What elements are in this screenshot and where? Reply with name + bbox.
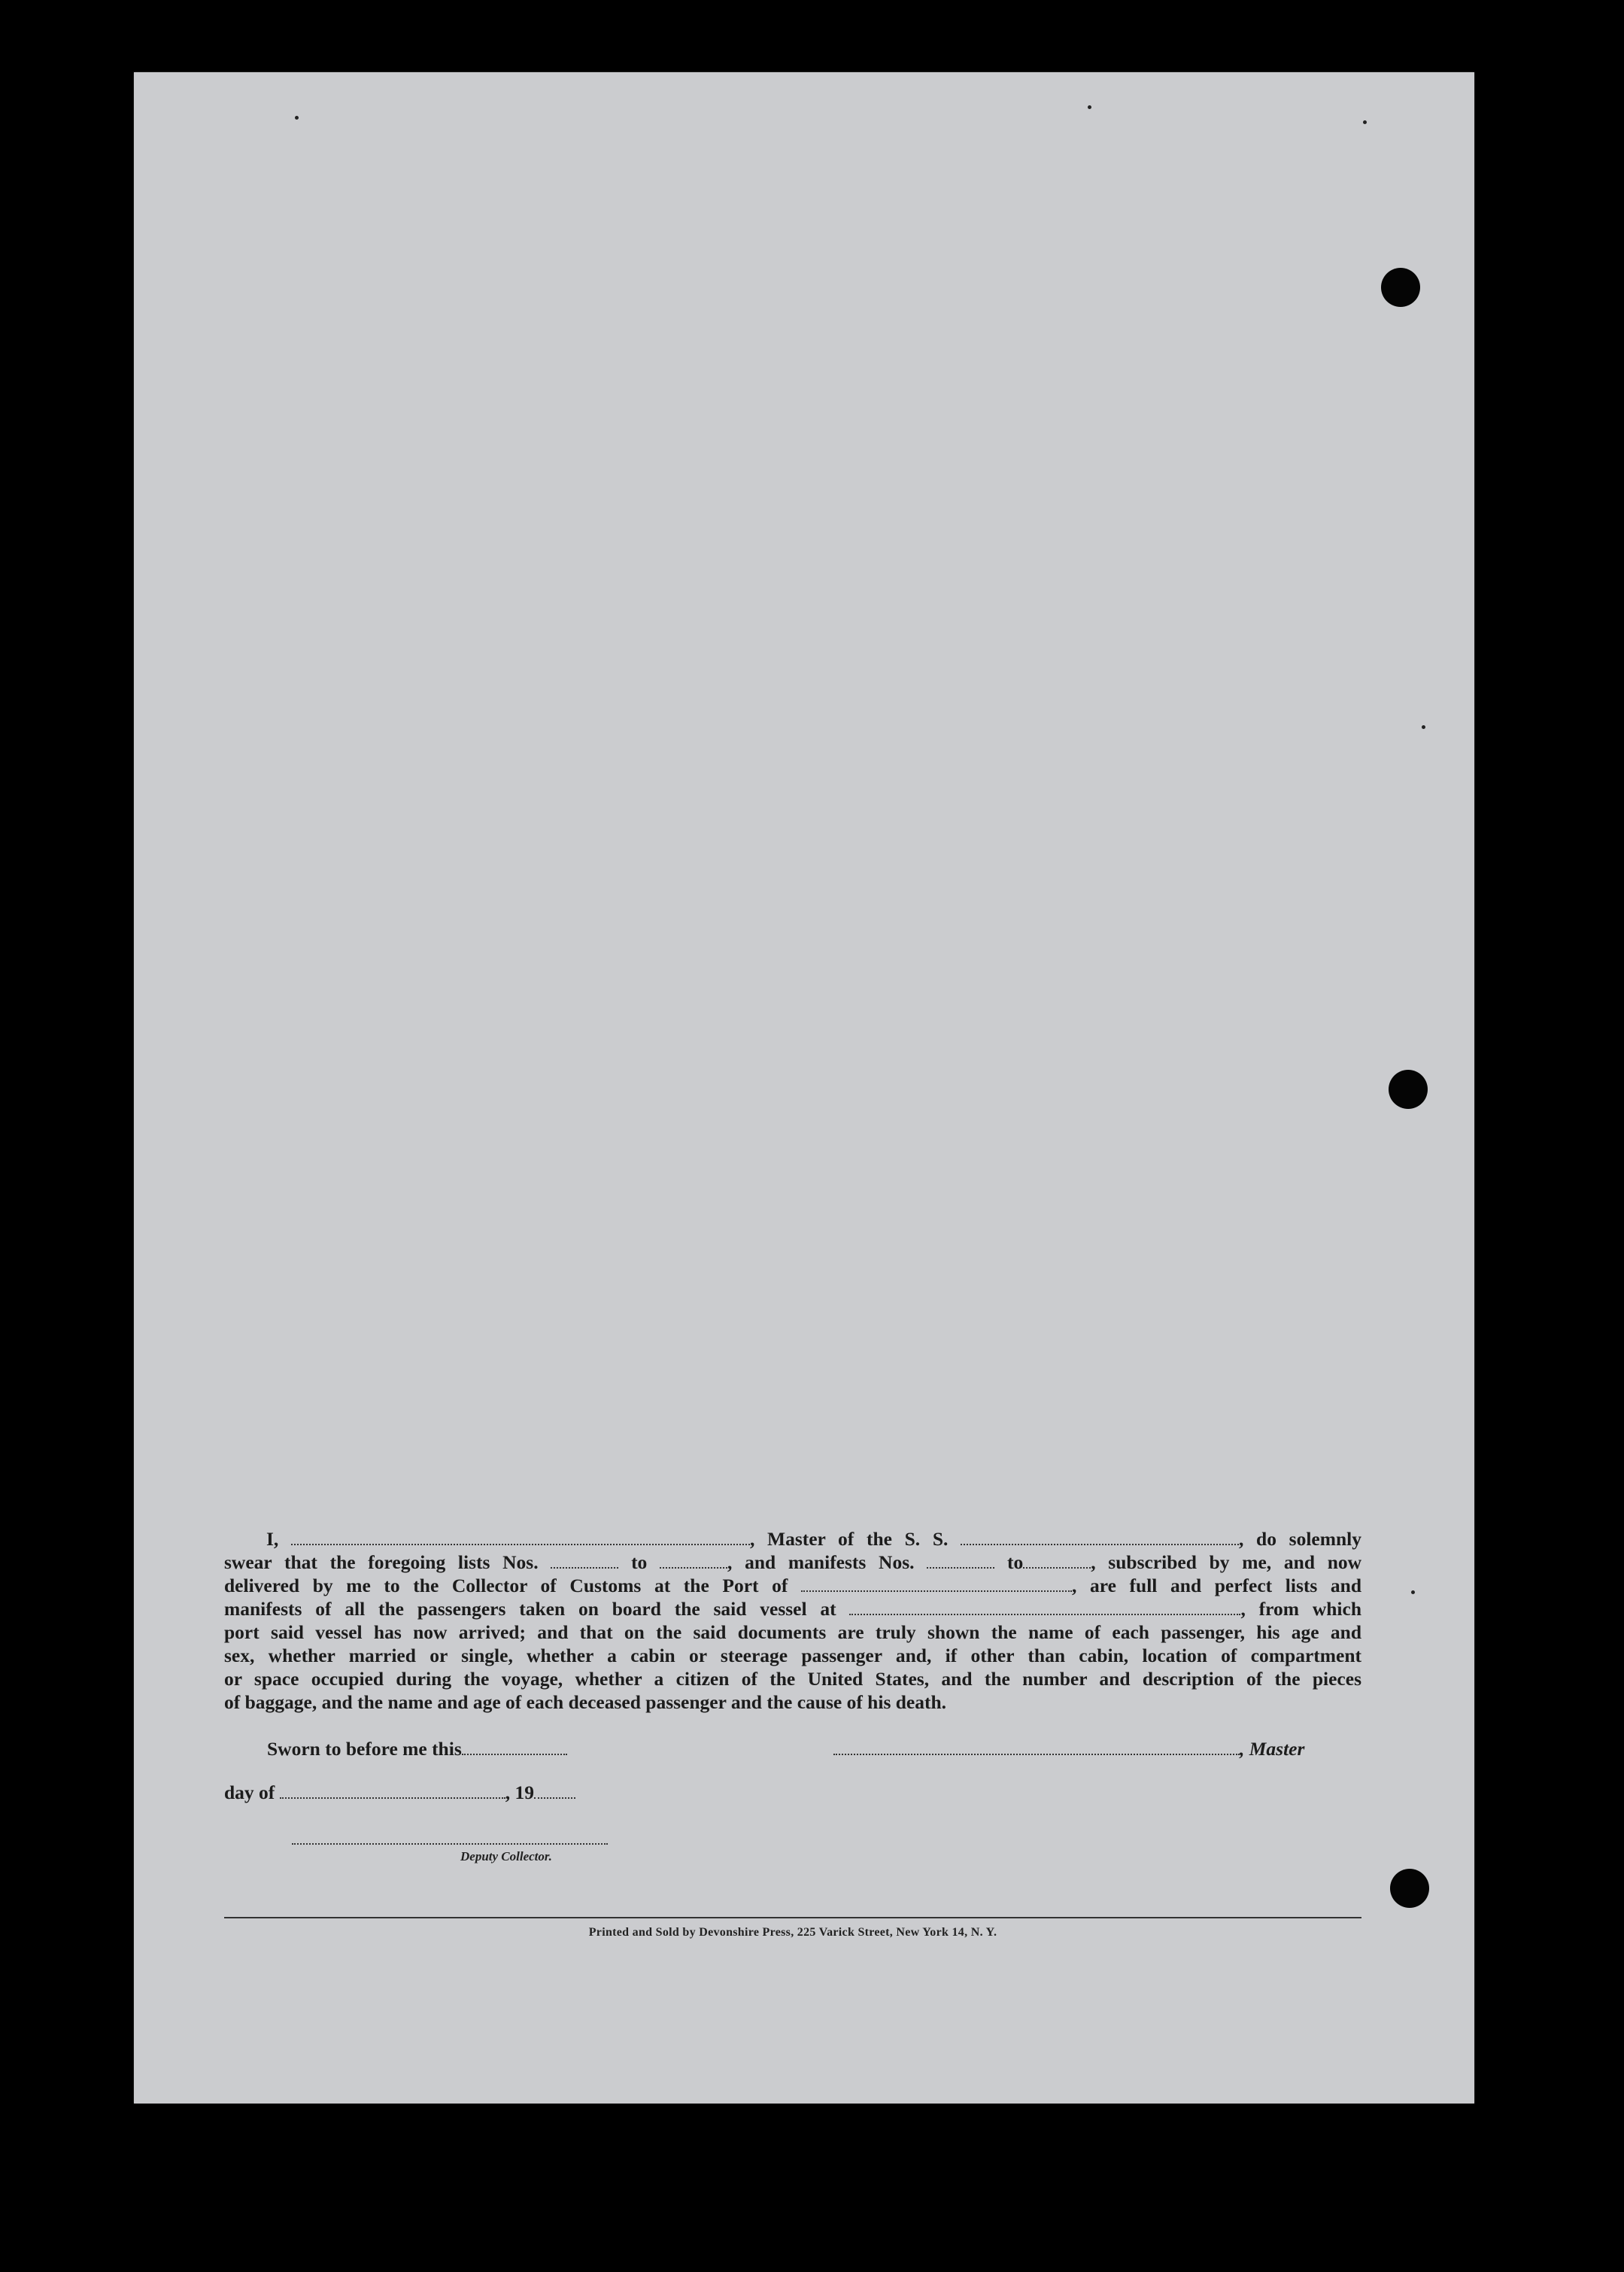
- oath-text: or space occupied during the voyage, whether a citizen of the United States, and the number and description of the pieces: [224, 1668, 1361, 1690]
- speck: [1363, 120, 1367, 124]
- oath-text: , subscribed by me, and now: [1091, 1551, 1362, 1573]
- day-row: [224, 1781, 575, 1804]
- ship-name-field[interactable]: [961, 1529, 1239, 1545]
- port-field[interactable]: [801, 1575, 1072, 1592]
- departure-port-field[interactable]: [849, 1599, 1240, 1615]
- speck: [1422, 725, 1425, 729]
- oath-text: , from which: [1240, 1598, 1361, 1620]
- oath-text: I,: [266, 1528, 279, 1550]
- sworn-label: Sworn to before me this: [267, 1738, 462, 1760]
- oath-text: , Master of the S. S.: [749, 1528, 949, 1550]
- punch-hole-middle: [1389, 1070, 1428, 1109]
- oath-text: to: [631, 1551, 648, 1573]
- month-field[interactable]: [280, 1782, 505, 1799]
- master-signature-field[interactable]: [833, 1739, 1240, 1755]
- printer-footer: Printed and Sold by Devonshire Press, 225 Varick Street, New York 14, N. Y.: [588, 1926, 997, 1939]
- deputy-collector-label: Deputy Collector.: [460, 1849, 552, 1863]
- oath-text: delivered by me to the Collector of Customs at the Port of: [224, 1575, 788, 1596]
- master-name-field[interactable]: [291, 1529, 750, 1545]
- oath-line-4: [224, 1597, 1361, 1620]
- master-signature-row: [833, 1738, 1304, 1760]
- lists-to-field[interactable]: [660, 1552, 727, 1569]
- lists-from-field[interactable]: [551, 1552, 618, 1569]
- manifests-from-field[interactable]: [927, 1552, 994, 1569]
- year-field[interactable]: [534, 1782, 575, 1799]
- oath-text: to: [1006, 1551, 1024, 1573]
- oath-paragraph: [224, 1527, 1361, 1714]
- oath-text: of baggage, and the name and age of each deceased passenger and the cause of his death.: [224, 1691, 947, 1713]
- oath-text: swear that the foregoing lists Nos.: [224, 1551, 539, 1573]
- oath-line-7: [224, 1667, 1361, 1690]
- punch-hole-bottom: [1390, 1869, 1429, 1908]
- oath-line-6: [224, 1644, 1361, 1667]
- oath-line-8: [224, 1690, 1361, 1714]
- speck: [1088, 105, 1091, 109]
- oath-text: sex, whether married or single, whether a cabin or steerage passenger and, if other than cabin, location of compartment: [224, 1645, 1361, 1666]
- oath-text: , do solemnly: [1239, 1528, 1361, 1550]
- speck: [295, 116, 299, 120]
- oath-text: port said vessel has now arrived; and that on the said documents are truly shown the name of each passenger, his age and: [224, 1621, 1361, 1643]
- oath-text: , are full and perfect lists and: [1072, 1575, 1362, 1596]
- year-label: , 19: [505, 1781, 534, 1803]
- day-of-label: day of: [224, 1781, 275, 1803]
- speck: [1411, 1590, 1415, 1594]
- deputy-signature-field[interactable]: [292, 1843, 608, 1845]
- punch-hole-top: [1381, 268, 1420, 307]
- oath-line-5: [224, 1620, 1361, 1644]
- oath-line-3: [224, 1574, 1361, 1597]
- oath-text: , and manifests Nos.: [727, 1551, 915, 1573]
- sworn-day-field[interactable]: [462, 1739, 567, 1755]
- manifests-to-field[interactable]: [1023, 1552, 1091, 1569]
- oath-line-1: [224, 1527, 1361, 1551]
- footer-rule: [224, 1917, 1361, 1918]
- master-label: , Master: [1240, 1738, 1305, 1760]
- oath-line-2: [224, 1551, 1361, 1574]
- sworn-row: [267, 1738, 567, 1760]
- oath-text: manifests of all the passengers taken on board the said vessel at: [224, 1598, 836, 1620]
